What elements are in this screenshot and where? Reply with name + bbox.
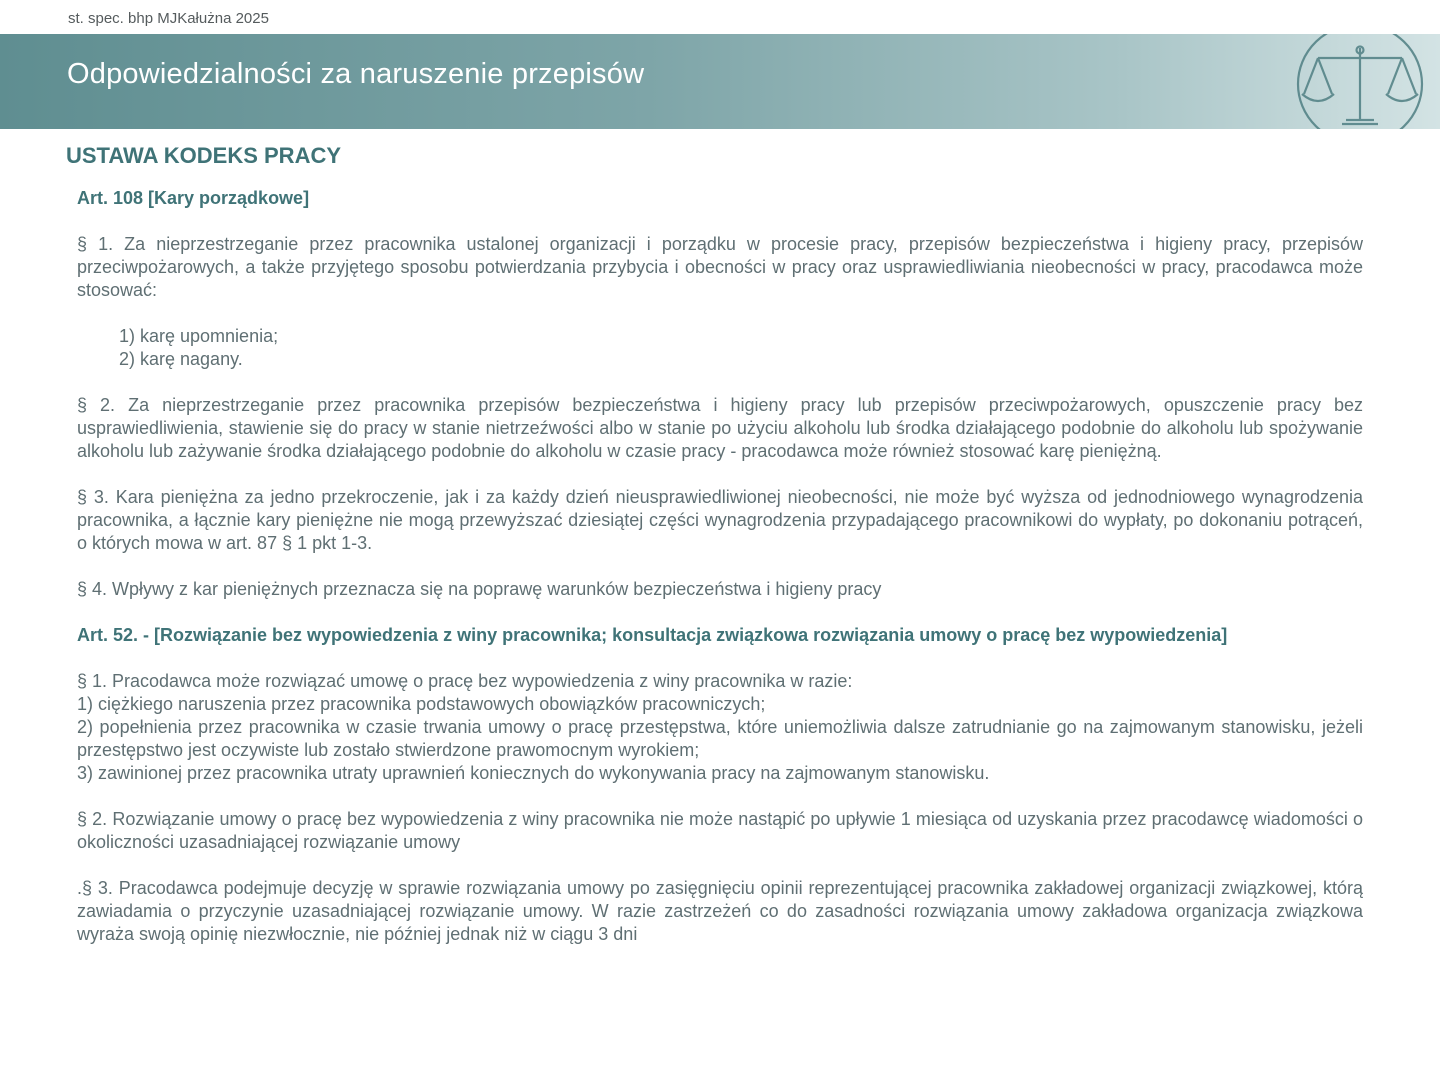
article-52-par-1: § 1. Pracodawca może rozwiązać umowę o pracę bez wypowiedzenia z winy pracownika w razie:	[77, 671, 853, 691]
scales-of-justice-icon	[1290, 34, 1430, 129]
article-108-item-2: 2) karę nagany.	[119, 349, 243, 369]
article-52-par-3: .§ 3. Pracodawca podejmuje decyzję w sprawie rozwiązania umowy po zasięgnięciu opinii reprezentującej pracownika zakładowej organizacji związkowej, którą zawiadamia o przyczynie uzasadniającej rozwiązanie umowy. W razie zastrzeżeń co do zasadności rozwiązania umowy zakładowa organizacja związkowa wyraża swoją opinię niezwłocznie, nie później jednak niż w ciągu 3 dni	[77, 878, 1363, 944]
article-52-item-1: 1) ciężkiego naruszenia przez pracownika podstawowych obowiązków pracowniczych;	[77, 694, 766, 714]
article-108-par-3: § 3. Kara pieniężna za jedno przekroczenie, jak i za każdy dzień nieusprawiedliwionej nieobecności, nie może być wyższa od jednodniowego wynagrodzenia pracownika, a łącznie kary pieniężne nie mogą przewyższać dziesiątej części wynagrodzenia przypadającego pracownikowi do wypłaty, po dokonaniu potrąceń, o których mowa w art. 87 § 1 pkt 1-3.	[77, 487, 1363, 553]
document-body	[77, 187, 1363, 946]
article-52-par-2: § 2. Rozwiązanie umowy o pracę bez wypowiedzenia z winy pracownika nie może nastąpić po upływie 1 miesiąca od uzyskania przez pracodawcę wiadomości o okoliczności uzasadniającej rozwiązanie umowy	[77, 809, 1363, 852]
title-banner	[0, 34, 1440, 129]
article-108-par-2: § 2. Za nieprzestrzeganie przez pracownika przepisów bezpieczeństwa i higieny pracy lub przepisów przeciwpożarowych, opuszczenie pracy bez usprawiedliwienia, stawienie się do pracy w stanie nietrzeźwości albo w stanie po użyciu alkoholu lub środka działającego podobnie do alkoholu lub spożywanie alkoholu lub zażywanie środka działającego podobnie do alkoholu w czasie pracy - pracodawca może również stosować karę pieniężną.	[77, 395, 1363, 461]
article-108-title: Art. 108 [Kary porządkowe]	[77, 188, 310, 208]
article-108-item-1: 1) karę upomnienia;	[119, 326, 279, 346]
banner-title: Odpowiedzialności za naruszenie przepisów	[67, 58, 645, 90]
article-52-item-2: 2) popełnienia przez pracownika w czasie trwania umowy o pracę przestępstwa, które uniemożliwia dalsze zatrudnianie go na zajmowanym stanowisku, jeżeli przestępstwo jest oczywiste lub zostało stwierdzone prawomocnym wyrokiem;	[77, 717, 1363, 760]
article-52-item-3: 3) zawinionej przez pracownika utraty uprawnień koniecznych do wykonywania pracy na zajmowanym stanowisku.	[77, 763, 990, 783]
author-footer: st. spec. bhp MJKałużna 2025	[68, 10, 269, 27]
article-52-title: Art. 52. - [Rozwiązanie bez wypowiedzenia z winy pracownika; konsultacja związkowa rozwiązania umowy o pracę bez wypowiedzenia]	[77, 625, 1228, 645]
article-108-par-4: § 4. Wpływy z kar pieniężnych przeznacza się na poprawę warunków bezpieczeństwa i higieny pracy	[77, 579, 882, 599]
section-heading: USTAWA KODEKS PRACY	[66, 143, 342, 168]
article-108-par-1: § 1. Za nieprzestrzeganie przez pracownika ustalonej organizacji i porządku w procesie pracy, przepisów bezpieczeństwa i higieny pracy, przepisów przeciwpożarowych, a także przyjętego sposobu potwierdzania przybycia i obecności w pracy oraz usprawiedliwiania nieobecności w pracy, pracodawca może stosować:	[77, 234, 1363, 300]
